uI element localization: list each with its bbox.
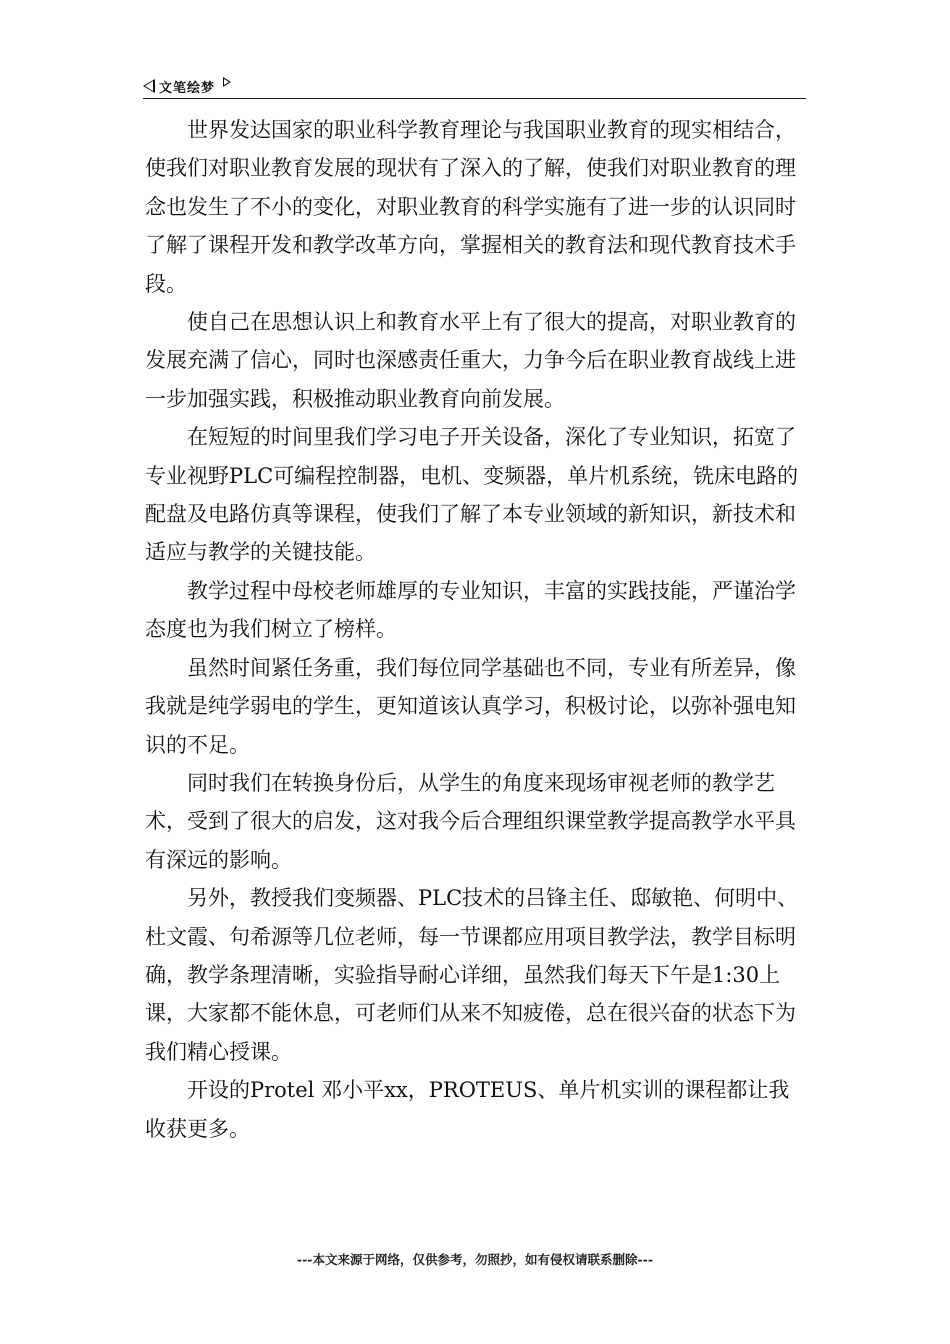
paragraph: 另外，教授我们变频器、PLC技术的吕锋主任、邸敏艳、何明中、杜文霞、句希源等几位老师，每一节课都应用项目教学法，教学目标明确，教学条理清晰，实验指导耐心详细，虽然我们每天下午是1:30上课，大家都不能休息，可老师们从来不知疲倦，总在很兴奋的状态下为我们精心授课。 (145, 886, 799, 1064)
paragraph: 虽然时间紧任务重，我们每位同学基础也不同，专业有所差异，像我就是纯学弱电的学生，更知道该认真学习，积极讨论，以弥补强电知识的不足。 (145, 655, 796, 757)
document-body (145, 111, 810, 1148)
page-header (143, 74, 806, 99)
paragraph: 同时我们在转换身份后，从学生的角度来现场审视老师的教学艺术，受到了很大的启发，这对我今后合理组织课堂教学提高教学水平具有深远的影响。 (145, 770, 796, 872)
paragraph: 教学过程中母校老师雄厚的专业知识，丰富的实践技能，严谨治学态度也为我们树立了榜样。 (145, 578, 796, 642)
paragraph: 使自己在思想认识上和教育水平上有了很大的提高，对职业教育的发展充满了信心，同时也深感责任重大，力争今后在职业教育战线上进一步加强实践，积极推动职业教育向前发展。 (145, 310, 796, 411)
footer-notice: ---本文来源于网络，仅供参考，勿照抄，如有侵权请联系删除--- (296, 1252, 654, 1267)
triangle-right-icon (223, 77, 231, 87)
brand-name: 文笔绘梦 (159, 80, 216, 96)
paragraph: 世界发达国家的职业科学教育理论与我国职业教育的现实相结合，使我们对职业教育发展的现状有了深入的了解，使我们对职业教育的理念也发生了不小的变化，对职业教育的科学实施有了进一步的认识同时了解了课程开发和教学改革方向，掌握相关的教育法和现代教育技术手段。 (145, 118, 796, 296)
paragraph: 在短短的时间里我们学习电子开关设备，深化了专业知识，拓宽了专业视野PLC可编程控制器，电机、变频器，单片机系统，铣床电路的配盘及电路仿真等课程，使我们了解了本专业领域的新知识，新技术和适应与教学的关键技能。 (145, 425, 799, 565)
triangle-left-icon (143, 79, 155, 93)
paragraph: 开设的Protel 邓小平xx，PROTEUS、单片机实训的课程都让我收获更多。 (145, 1078, 790, 1141)
